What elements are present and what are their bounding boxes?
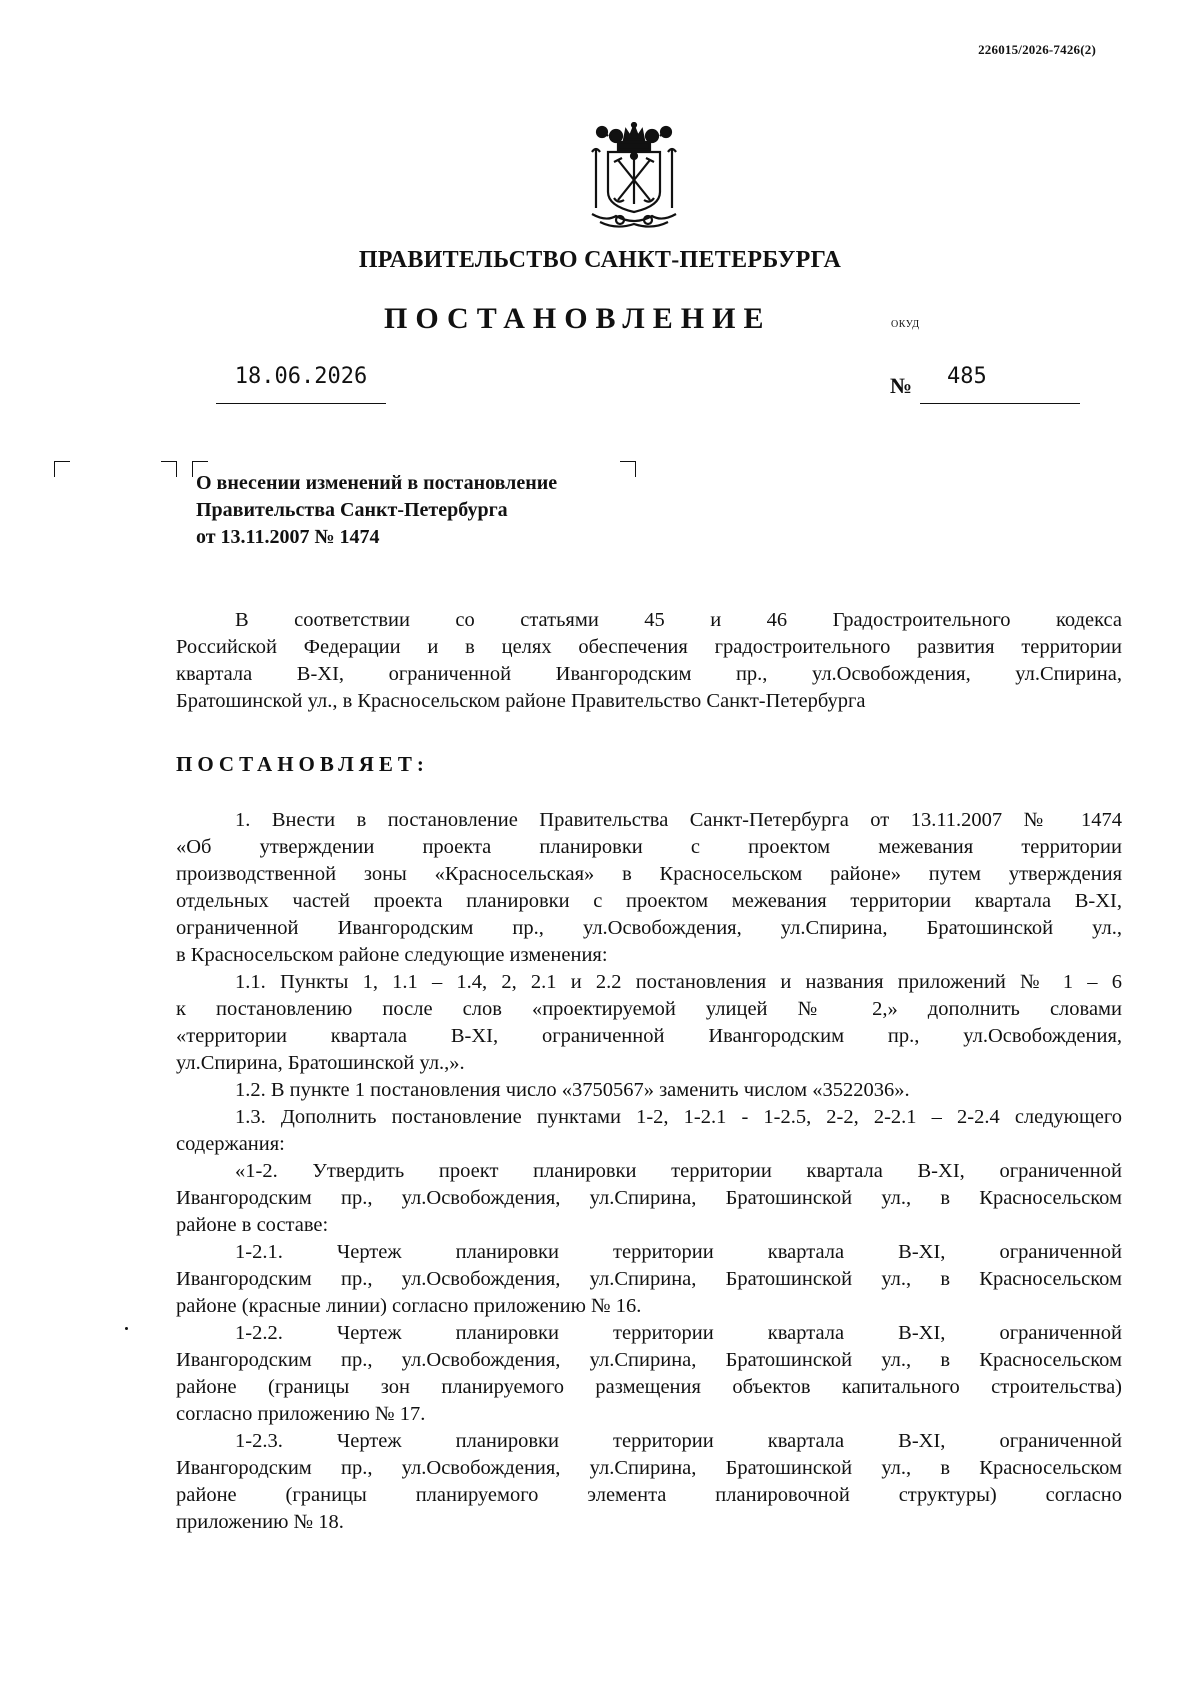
text-line: «территории квартала В-XI, ограниченной Ивангородским пр., ул.Освобождения,	[176, 1025, 1122, 1047]
text-line: 1.1. Пункты 1, 1.1 – 1.4, 2, 2.1 и 2.2 постановления и названия приложений № 1 – 6	[235, 971, 1122, 993]
text-line: Ивангородским пр., ул.Освобождения, ул.Спирина, Братошинской ул., в Красносельском	[176, 1187, 1122, 1209]
text-line: районе (красные линии) согласно приложению № 16.	[176, 1295, 642, 1317]
text-line: В соответствии со статьями 45 и 46 Градостроительного кодекса	[235, 609, 1122, 631]
coat-of-arms-icon	[586, 122, 682, 234]
text-line: районе (границы зон планируемого размещения объектов капитального строительства)	[176, 1376, 1122, 1398]
text-line: согласно приложению № 17.	[176, 1403, 426, 1425]
decree-item-1-2	[176, 1077, 1122, 1104]
text-line: приложению № 18.	[176, 1511, 344, 1533]
decree-body	[176, 807, 1122, 1536]
decree-item-1-2-2	[176, 1320, 1122, 1428]
text-line: «1-2. Утвердить проект планировки территории квартала В-XI, ограниченной	[235, 1160, 1122, 1182]
text-line: Ивангородским пр., ул.Освобождения, ул.Спирина, Братошинской ул., в Красносельском	[176, 1457, 1122, 1479]
preamble-paragraph	[176, 607, 1122, 715]
number-underline	[920, 403, 1080, 404]
okud-label: ОКУД	[891, 319, 920, 330]
corner-mark	[161, 461, 177, 477]
resolves-heading: ПОСТАНОВЛЯЕТ:	[176, 752, 429, 776]
decree-item-1-2-1	[176, 1239, 1122, 1320]
text-line: содержания:	[176, 1133, 285, 1155]
document-subject	[196, 470, 557, 551]
corner-mark	[620, 461, 636, 477]
text-line: производственной зоны «Красносельская» в Красносельском районе» путем утверждения	[176, 863, 1122, 885]
decree-item-1-1	[176, 969, 1122, 1077]
text-line: Ивангородским пр., ул.Освобождения, ул.Спирина, Братошинской ул., в Красносельском	[176, 1349, 1122, 1371]
text-line: 1-2.2. Чертеж планировки территории квартала В-XI, ограниченной	[235, 1322, 1122, 1344]
text-line: Братошинской ул., в Красносельском районе Правительство Санкт-Петербурга	[176, 690, 866, 712]
text-line: ограниченной Ивангородским пр., ул.Освобождения, ул.Спирина, Братошинской ул.,	[176, 917, 1122, 939]
decree-item-1-2-approve	[176, 1158, 1122, 1239]
corner-mark	[54, 461, 70, 477]
decree-item-1-3	[176, 1104, 1122, 1158]
subject-line: О внесении изменений в постановление	[196, 472, 558, 494]
text-line: квартала В-XI, ограниченной Ивангородским пр., ул.Освобождения, ул.Спирина,	[176, 663, 1122, 685]
text-line: к постановлению после слов «проектируемой улицей № 2,» дополнить словами	[176, 998, 1122, 1020]
date-underline	[216, 403, 386, 404]
document-date: 18.06.2026	[234, 364, 368, 389]
text-line: Ивангородским пр., ул.Освобождения, ул.Спирина, Братошинской ул., в Красносельском	[176, 1268, 1122, 1290]
subject-line: от 13.11.2007 № 1474	[196, 526, 380, 548]
document-type: ПОСТАНОВЛЕНИЕ	[384, 302, 772, 335]
text-line: 1-2.3. Чертеж планировки территории квартала В-XI, ограниченной	[235, 1430, 1122, 1452]
subject-line: Правительства Санкт-Петербурга	[196, 499, 508, 521]
text-line: районе (границы планируемого элемента планировочной структуры) согласно	[176, 1484, 1122, 1506]
text-line: ул.Спирина, Братошинской ул.,».	[176, 1052, 465, 1074]
decree-item-1	[176, 807, 1122, 969]
text-line: 1. Внести в постановление Правительства Санкт-Петербурга от 13.11.2007 № 1474	[235, 809, 1122, 831]
text-line: 1.3. Дополнить постановление пунктами 1-2, 1-2.1 - 1-2.5, 2-2, 2-2.1 – 2-2.4 следующего	[235, 1106, 1122, 1128]
document-number: 485	[947, 364, 987, 389]
text-line: 1-2.1. Чертеж планировки территории квартала В-XI, ограниченной	[235, 1241, 1122, 1263]
registration-number: 226015/2026-7426(2)	[978, 42, 1096, 57]
text-line: в Красносельском районе следующие изменения:	[176, 944, 608, 966]
number-sign: №	[890, 373, 913, 398]
text-line: Российской Федерации и в целях обеспечения градостроительного развития территории	[176, 636, 1122, 658]
decree-item-1-2-3	[176, 1428, 1122, 1536]
text-line: районе в составе:	[176, 1214, 329, 1236]
text-line: 1.2. В пункте 1 постановления число «3750567» заменить числом «3522036».	[235, 1079, 910, 1101]
organization-title: ПРАВИТЕЛЬСТВО САНКТ-ПЕТЕРБУРГА	[358, 247, 842, 273]
scan-speck	[125, 1327, 128, 1330]
text-line: «Об утверждении проекта планировки с проектом межевания территории	[176, 836, 1122, 858]
text-line: отдельных частей проекта планировки с проектом межевания территории квартала В-XI,	[176, 890, 1122, 912]
